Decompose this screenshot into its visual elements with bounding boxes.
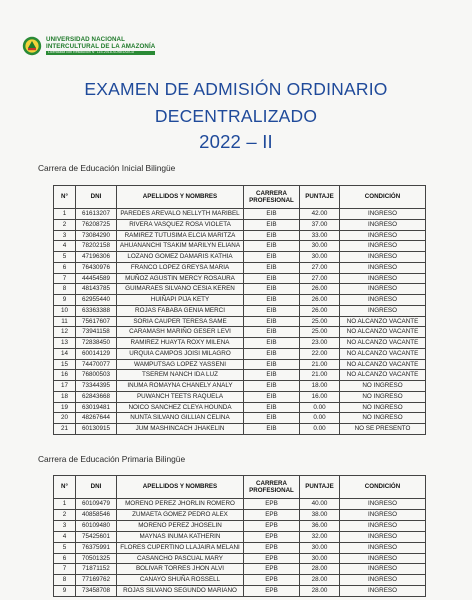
table-cell: 62955440 — [76, 295, 117, 306]
table-cell: INGRESO — [340, 542, 426, 553]
table-cell: 63019481 — [76, 402, 117, 413]
table-cell: 26.00 — [300, 305, 340, 316]
column-header: APELLIDOS Y NOMBRES — [117, 476, 244, 499]
column-header: DNI — [76, 476, 117, 499]
table-cell: EIB — [244, 391, 300, 402]
table-cell: NO INGRESO — [340, 381, 426, 392]
university-name-line1: UNIVERSIDAD NACIONAL — [46, 36, 126, 44]
table-cell: 15 — [54, 359, 76, 370]
table-cell: 8 — [54, 575, 76, 586]
table-cell: 61613207 — [76, 209, 117, 220]
table-cell: 0.00 — [300, 413, 340, 424]
table-cell: EIB — [244, 327, 300, 338]
table-cell: EIB — [244, 413, 300, 424]
table-cell: CASANCHO PASCUAL MARY — [117, 553, 244, 564]
table-row — [54, 338, 426, 349]
column-header: CARRERA PROFESIONAL — [244, 186, 300, 209]
table-cell: ZUMAETA GOMEZ PEDRO ALEX — [117, 509, 244, 520]
table-row — [54, 262, 426, 273]
table-cell: 37.00 — [300, 219, 340, 230]
column-header: PUNTAJE — [300, 186, 340, 209]
table-cell: 7 — [54, 273, 76, 284]
table-cell: 76375991 — [76, 542, 117, 553]
table-cell: 2 — [54, 219, 76, 230]
table-cell: EIB — [244, 295, 300, 306]
table-cell: 26.00 — [300, 295, 340, 306]
table-cell: 47196306 — [76, 252, 117, 263]
results-table-primaria — [53, 475, 426, 597]
table-cell: MUÑOZ AGUSTIN MERCY ROSAURA — [117, 273, 244, 284]
table-cell: 73084290 — [76, 230, 117, 241]
table-cell: 5 — [54, 252, 76, 263]
column-header: N° — [54, 186, 76, 209]
table-row — [54, 241, 426, 252]
table-cell: PUWANCH TEETS RAQUELA — [117, 391, 244, 402]
table-row — [54, 586, 426, 597]
table-cell: INGRESO — [340, 295, 426, 306]
table-cell: NUNTA SILVANO GILLIAN CELINA — [117, 413, 244, 424]
table-cell: 16.00 — [300, 391, 340, 402]
table-cell: INGRESO — [340, 509, 426, 520]
table-cell: EIB — [244, 316, 300, 327]
table-cell: JUM MASHINCACH JHAKELIN — [117, 424, 244, 435]
table-cell: 76208725 — [76, 219, 117, 230]
table-row — [54, 553, 426, 564]
table-cell: INUMA ROMAYNA CHANELY ANALY — [117, 381, 244, 392]
section-title-inicial: Carrera de Educación Inicial Bilingüe — [38, 163, 176, 173]
table-header-row — [54, 186, 426, 209]
table-cell: 22.00 — [300, 348, 340, 359]
table-cell: 75617607 — [76, 316, 117, 327]
table-cell: 30.00 — [300, 542, 340, 553]
table-row — [54, 327, 426, 338]
table-cell: EIB — [244, 402, 300, 413]
table-cell: 77169762 — [76, 575, 117, 586]
table-cell: 71871152 — [76, 564, 117, 575]
table-cell: 40.00 — [300, 499, 340, 510]
column-header: PUNTAJE — [300, 476, 340, 499]
table-cell: EPB — [244, 499, 300, 510]
table-cell: RAMIREZ HUAYTA ROXY MILENA — [117, 338, 244, 349]
table-cell: 4 — [54, 531, 76, 542]
table-cell: MAYNAS INUMA KATHERIN — [117, 531, 244, 542]
table-cell: NO ALCANZO VACANTE — [340, 359, 426, 370]
table-row — [54, 219, 426, 230]
table-cell: 73458708 — [76, 586, 117, 597]
table-cell: 78202158 — [76, 241, 117, 252]
table-cell: 9 — [54, 295, 76, 306]
table-cell: 26.00 — [300, 284, 340, 295]
table-cell: 73344395 — [76, 381, 117, 392]
table-cell: 38.00 — [300, 509, 340, 520]
table-cell: 17 — [54, 381, 76, 392]
table-cell: GUIMARAES SILVANO CESIA KEREN — [117, 284, 244, 295]
table-cell: EPB — [244, 520, 300, 531]
table-cell: INGRESO — [340, 575, 426, 586]
table-cell: INGRESO — [340, 262, 426, 273]
table-cell: 25.00 — [300, 316, 340, 327]
table-row — [54, 305, 426, 316]
table-cell: EPB — [244, 509, 300, 520]
university-license: Licenciada con Resolución N° 115-2018-SUNEDU/CD — [46, 51, 155, 55]
table-cell: ROJAS SILVANO SEGUNDO MARIANO — [117, 586, 244, 597]
table-cell: EIB — [244, 262, 300, 273]
table-cell: 5 — [54, 542, 76, 553]
column-header: DNI — [76, 186, 117, 209]
table-cell: RIVERA VASQUEZ ROSA VIOLETA — [117, 219, 244, 230]
table-cell: 7 — [54, 564, 76, 575]
table-cell: EIB — [244, 241, 300, 252]
university-logo — [22, 36, 155, 56]
table-row — [54, 359, 426, 370]
table-row — [54, 370, 426, 381]
table-cell: 18.00 — [300, 381, 340, 392]
table-cell: 30.00 — [300, 241, 340, 252]
table-row — [54, 316, 426, 327]
table-cell: CARAMASH MARIÑO GESER LEVI — [117, 327, 244, 338]
table-cell: INGRESO — [340, 553, 426, 564]
table-cell: 6 — [54, 553, 76, 564]
table-cell: INGRESO — [340, 284, 426, 295]
table-cell: 73941158 — [76, 327, 117, 338]
table-cell: NO INGRESO — [340, 391, 426, 402]
university-name-line2: INTERCULTURAL DE LA AMAZONÍA — [46, 42, 156, 50]
table-cell: EIB — [244, 284, 300, 295]
table-cell: EIB — [244, 338, 300, 349]
table-cell: 18 — [54, 391, 76, 402]
table-cell: NO ALCANZO VACANTE — [340, 327, 426, 338]
table-cell: 16 — [54, 370, 76, 381]
table-cell: EIB — [244, 381, 300, 392]
table-cell: 62843668 — [76, 391, 117, 402]
table-cell: SORIA CAUPER TERESA SAME — [117, 316, 244, 327]
table-cell: PAREDES AREVALO NELLYTH MARIBEL — [117, 209, 244, 220]
table-row — [54, 542, 426, 553]
table-cell: 13 — [54, 338, 76, 349]
table-cell: EIB — [244, 219, 300, 230]
table-cell: EIB — [244, 305, 300, 316]
table-cell: 20 — [54, 413, 76, 424]
table-cell: 72838450 — [76, 338, 117, 349]
table-cell: BOLIVAR TORRES JHON ALVI — [117, 564, 244, 575]
table-cell: 48143785 — [76, 284, 117, 295]
table-cell: EPB — [244, 564, 300, 575]
table-cell: 0.00 — [300, 424, 340, 435]
table-cell: NO SE PRESENTO — [340, 424, 426, 435]
table-cell: 1 — [54, 499, 76, 510]
document-title-line1: EXAMEN DE ADMISIÓN ORDINARIO — [84, 79, 388, 99]
document-title-line2: DECENTRALIZADO — [154, 106, 318, 126]
table-body — [54, 499, 426, 597]
table-cell: INGRESO — [340, 564, 426, 575]
table-row — [54, 499, 426, 510]
table-cell: NOICO SANCHEZ CLEYA HOUNDA — [117, 402, 244, 413]
table-cell: 8 — [54, 284, 76, 295]
table-cell: 70501325 — [76, 553, 117, 564]
table-cell: 11 — [54, 316, 76, 327]
section-title-primaria: Carrera de Educación Primaria Bilingüe — [38, 454, 186, 464]
table-cell: 25.00 — [300, 327, 340, 338]
table-cell: ROJAS FABABA GENIA MERCI — [117, 305, 244, 316]
table-row — [54, 509, 426, 520]
table-cell: 33.00 — [300, 230, 340, 241]
table-cell: EIB — [244, 273, 300, 284]
table-cell: INGRESO — [340, 499, 426, 510]
table-cell: INGRESO — [340, 252, 426, 263]
table-cell: 21.00 — [300, 359, 340, 370]
table-cell: 60109480 — [76, 520, 117, 531]
table-row — [54, 424, 426, 435]
table-cell: 60109479 — [76, 499, 117, 510]
table-cell: 30.00 — [300, 553, 340, 564]
table-cell: 60014129 — [76, 348, 117, 359]
table-cell: EPB — [244, 542, 300, 553]
table-cell: 28.00 — [300, 586, 340, 597]
table-cell: 74470077 — [76, 359, 117, 370]
table-cell: 14 — [54, 348, 76, 359]
table-cell: EIB — [244, 424, 300, 435]
table-cell: EPB — [244, 531, 300, 542]
table-cell: EIB — [244, 359, 300, 370]
table-cell: HUIÑAPI PIJA KETY — [117, 295, 244, 306]
table-cell: INGRESO — [340, 273, 426, 284]
table-cell: 23.00 — [300, 338, 340, 349]
table-cell: 2 — [54, 509, 76, 520]
table-row — [54, 273, 426, 284]
column-header: CONDICIÓN — [340, 186, 426, 209]
table-cell: EPB — [244, 553, 300, 564]
table-cell: 19 — [54, 402, 76, 413]
table-cell: NO ALCANZO VACANTE — [340, 348, 426, 359]
table-cell: MORENO PEREZ JHORLIN ROMERO — [117, 499, 244, 510]
table-body — [54, 209, 426, 435]
table-row — [54, 230, 426, 241]
column-header: N° — [54, 476, 76, 499]
university-seal-icon — [22, 36, 42, 56]
table-cell: LOZANO GOMEZ DAMARIS KATHIA — [117, 252, 244, 263]
table-cell: 3 — [54, 230, 76, 241]
table-cell: EIB — [244, 209, 300, 220]
column-header: CARRERA PROFESIONAL — [244, 476, 300, 499]
table-cell: INGRESO — [340, 531, 426, 542]
table-row — [54, 564, 426, 575]
table-cell: EPB — [244, 575, 300, 586]
table-cell: 21 — [54, 424, 76, 435]
table-cell: AHUANANCHI TSAKIM MARILYN ELIANA — [117, 241, 244, 252]
table-cell: EIB — [244, 370, 300, 381]
table-row — [54, 520, 426, 531]
column-header: CONDICIÓN — [340, 476, 426, 499]
table-row — [54, 295, 426, 306]
table-cell: 75425601 — [76, 531, 117, 542]
table-cell: URQUIA CAMPOS JOISI MILAGRO — [117, 348, 244, 359]
column-header: APELLIDOS Y NOMBRES — [117, 186, 244, 209]
table-cell: WAMPUTSAG LOPEZ YASSENI — [117, 359, 244, 370]
table-cell: INGRESO — [340, 209, 426, 220]
table-cell: FLORES CUPERTINO LLAJAIRA MELANI — [117, 542, 244, 553]
table-cell: 12 — [54, 327, 76, 338]
table-cell: INGRESO — [340, 241, 426, 252]
table-cell: 42.00 — [300, 209, 340, 220]
table-cell: 3 — [54, 520, 76, 531]
table-row — [54, 531, 426, 542]
table-row — [54, 391, 426, 402]
document-title-year: 2022 – II — [199, 131, 273, 152]
results-table-inicial — [53, 185, 426, 435]
table-row — [54, 381, 426, 392]
table-cell: NO ALCANZO VACANTE — [340, 338, 426, 349]
table-row — [54, 413, 426, 424]
table-cell: EIB — [244, 230, 300, 241]
table-header-row — [54, 476, 426, 499]
table-cell: 4 — [54, 241, 76, 252]
table-cell: NO INGRESO — [340, 413, 426, 424]
table-row — [54, 575, 426, 586]
table-cell: 10 — [54, 305, 76, 316]
table-cell: MORENO PEREZ JHOSELIN — [117, 520, 244, 531]
table-row — [54, 348, 426, 359]
table-row — [54, 252, 426, 263]
table-cell: NO ALCANZO VACANTE — [340, 370, 426, 381]
table-cell: 30.00 — [300, 252, 340, 263]
table-cell: NO ALCANZO VACANTE — [340, 316, 426, 327]
table-cell: NO INGRESO — [340, 402, 426, 413]
table-cell: TSEREM NANCH IDA LUZ — [117, 370, 244, 381]
table-cell: 6 — [54, 262, 76, 273]
table-cell: 21.00 — [300, 370, 340, 381]
table-cell: INGRESO — [340, 520, 426, 531]
table-cell: INGRESO — [340, 230, 426, 241]
table-cell: INGRESO — [340, 586, 426, 597]
table-cell: 40858546 — [76, 509, 117, 520]
table-cell: INGRESO — [340, 305, 426, 316]
table-row — [54, 402, 426, 413]
table-cell: 32.00 — [300, 531, 340, 542]
table-cell: 60130915 — [76, 424, 117, 435]
table-cell: 9 — [54, 586, 76, 597]
table-cell: 36.00 — [300, 520, 340, 531]
table-cell: 27.00 — [300, 273, 340, 284]
table-cell: RAMIREZ TUTUSIMA ELCIA MARITZA — [117, 230, 244, 241]
table-row — [54, 284, 426, 295]
table-cell: 27.00 — [300, 262, 340, 273]
table-cell: 28.00 — [300, 564, 340, 575]
table-cell: EIB — [244, 348, 300, 359]
table-cell: 0.00 — [300, 402, 340, 413]
table-cell: 63363388 — [76, 305, 117, 316]
table-cell: 28.00 — [300, 575, 340, 586]
table-cell: EIB — [244, 252, 300, 263]
table-row — [54, 209, 426, 220]
table-cell: 1 — [54, 209, 76, 220]
table-cell: EPB — [244, 586, 300, 597]
table-cell: FRANCO LOPEZ GREYSA MARIA — [117, 262, 244, 273]
table-cell: 44454589 — [76, 273, 117, 284]
table-cell: 76430976 — [76, 262, 117, 273]
table-cell: 48267644 — [76, 413, 117, 424]
table-cell: 76800503 — [76, 370, 117, 381]
table-cell: CANAYO SHUÑA ROSSELL — [117, 575, 244, 586]
table-cell: INGRESO — [340, 219, 426, 230]
